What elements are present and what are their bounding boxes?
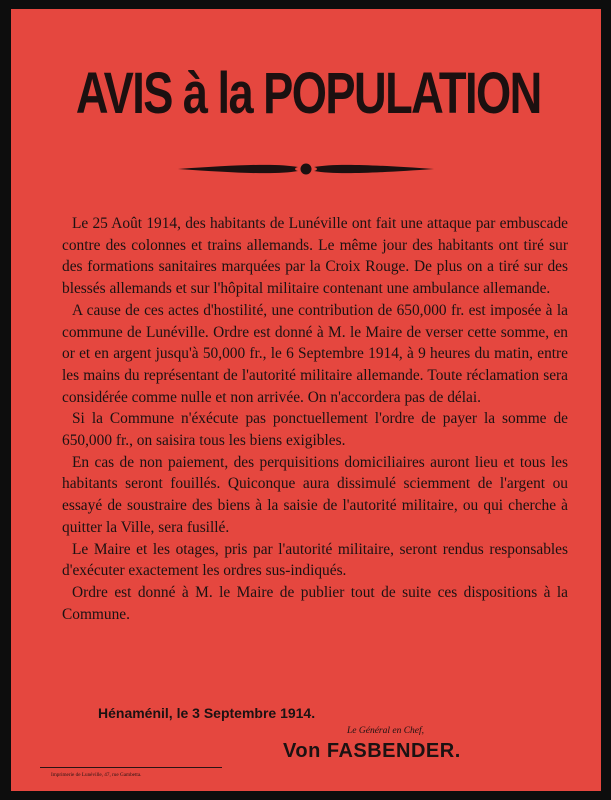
paragraph-attack: Le 25 Août 1914, des habitants de Lunéville ont fait une attaque par embuscade contre des colonnes et trains allemands. Le même jour des habitants ont tiré sur des formations sanitaires marquées par la Croix Rouge. De plus on a tiré sur des blessés allemands et sur l'hôpital militaire contenant une ambulance allemande. bbox=[62, 215, 568, 298]
paragraph-publication: Ordre est donné à M. le Maire de publier tout de suite ces dispositions à la Commune. bbox=[62, 583, 568, 623]
ornamental-divider-icon bbox=[176, 159, 436, 179]
poster-title: AVIS à la POPULATION bbox=[75, 61, 541, 126]
proclamation-body bbox=[62, 213, 568, 625]
place-date: Hénaménil, le 3 Septembre 1914. bbox=[98, 705, 316, 721]
printer-line: Imprimerie de Lunéville, 47, rue Gambetta. bbox=[51, 772, 142, 778]
poster bbox=[11, 9, 601, 791]
paragraph-hostages: Le Maire et les otages, pris par l'autorité militaire, seront rendus responsables d'exécuter exactement les ordres sus-indiqués. bbox=[62, 540, 568, 580]
signature-name: Von FASBENDER. bbox=[283, 740, 461, 762]
signature-title: Le Général en Chef, bbox=[347, 726, 425, 736]
paragraph-contribution: A cause de ces actes d'hostilité, une contribution de 650,000 fr. est imposée à la commune de Lunéville. Ordre est donné à M. le Maire de verser cette somme, en or et en argent jusqu'à 50,000 fr., le 6 Septembre 1914, à 9 heures du matin, entre les mains du représentant de l'autorité militaire allemande. Toute réclamation sera considérée comme nulle et non arrivée. On n'accordera pas de délai. bbox=[62, 301, 568, 406]
paragraph-searches: En cas de non paiement, des perquisitions domiciliaires auront lieu et tous les habitants seront fouillés. Quiconque aura dissimulé sciemment de l'argent ou essayé de soustraire des biens à la saisie de l'autorité militaire, ou qui cherche à quitter la Ville, sera fusillé. bbox=[62, 453, 568, 536]
paragraph-seizure: Si la Commune n'éxécute pas ponctuellement l'ordre de payer la somme de 650,000 fr., on saisira tous les biens exigibles. bbox=[62, 410, 568, 450]
footer-rule bbox=[40, 767, 222, 768]
